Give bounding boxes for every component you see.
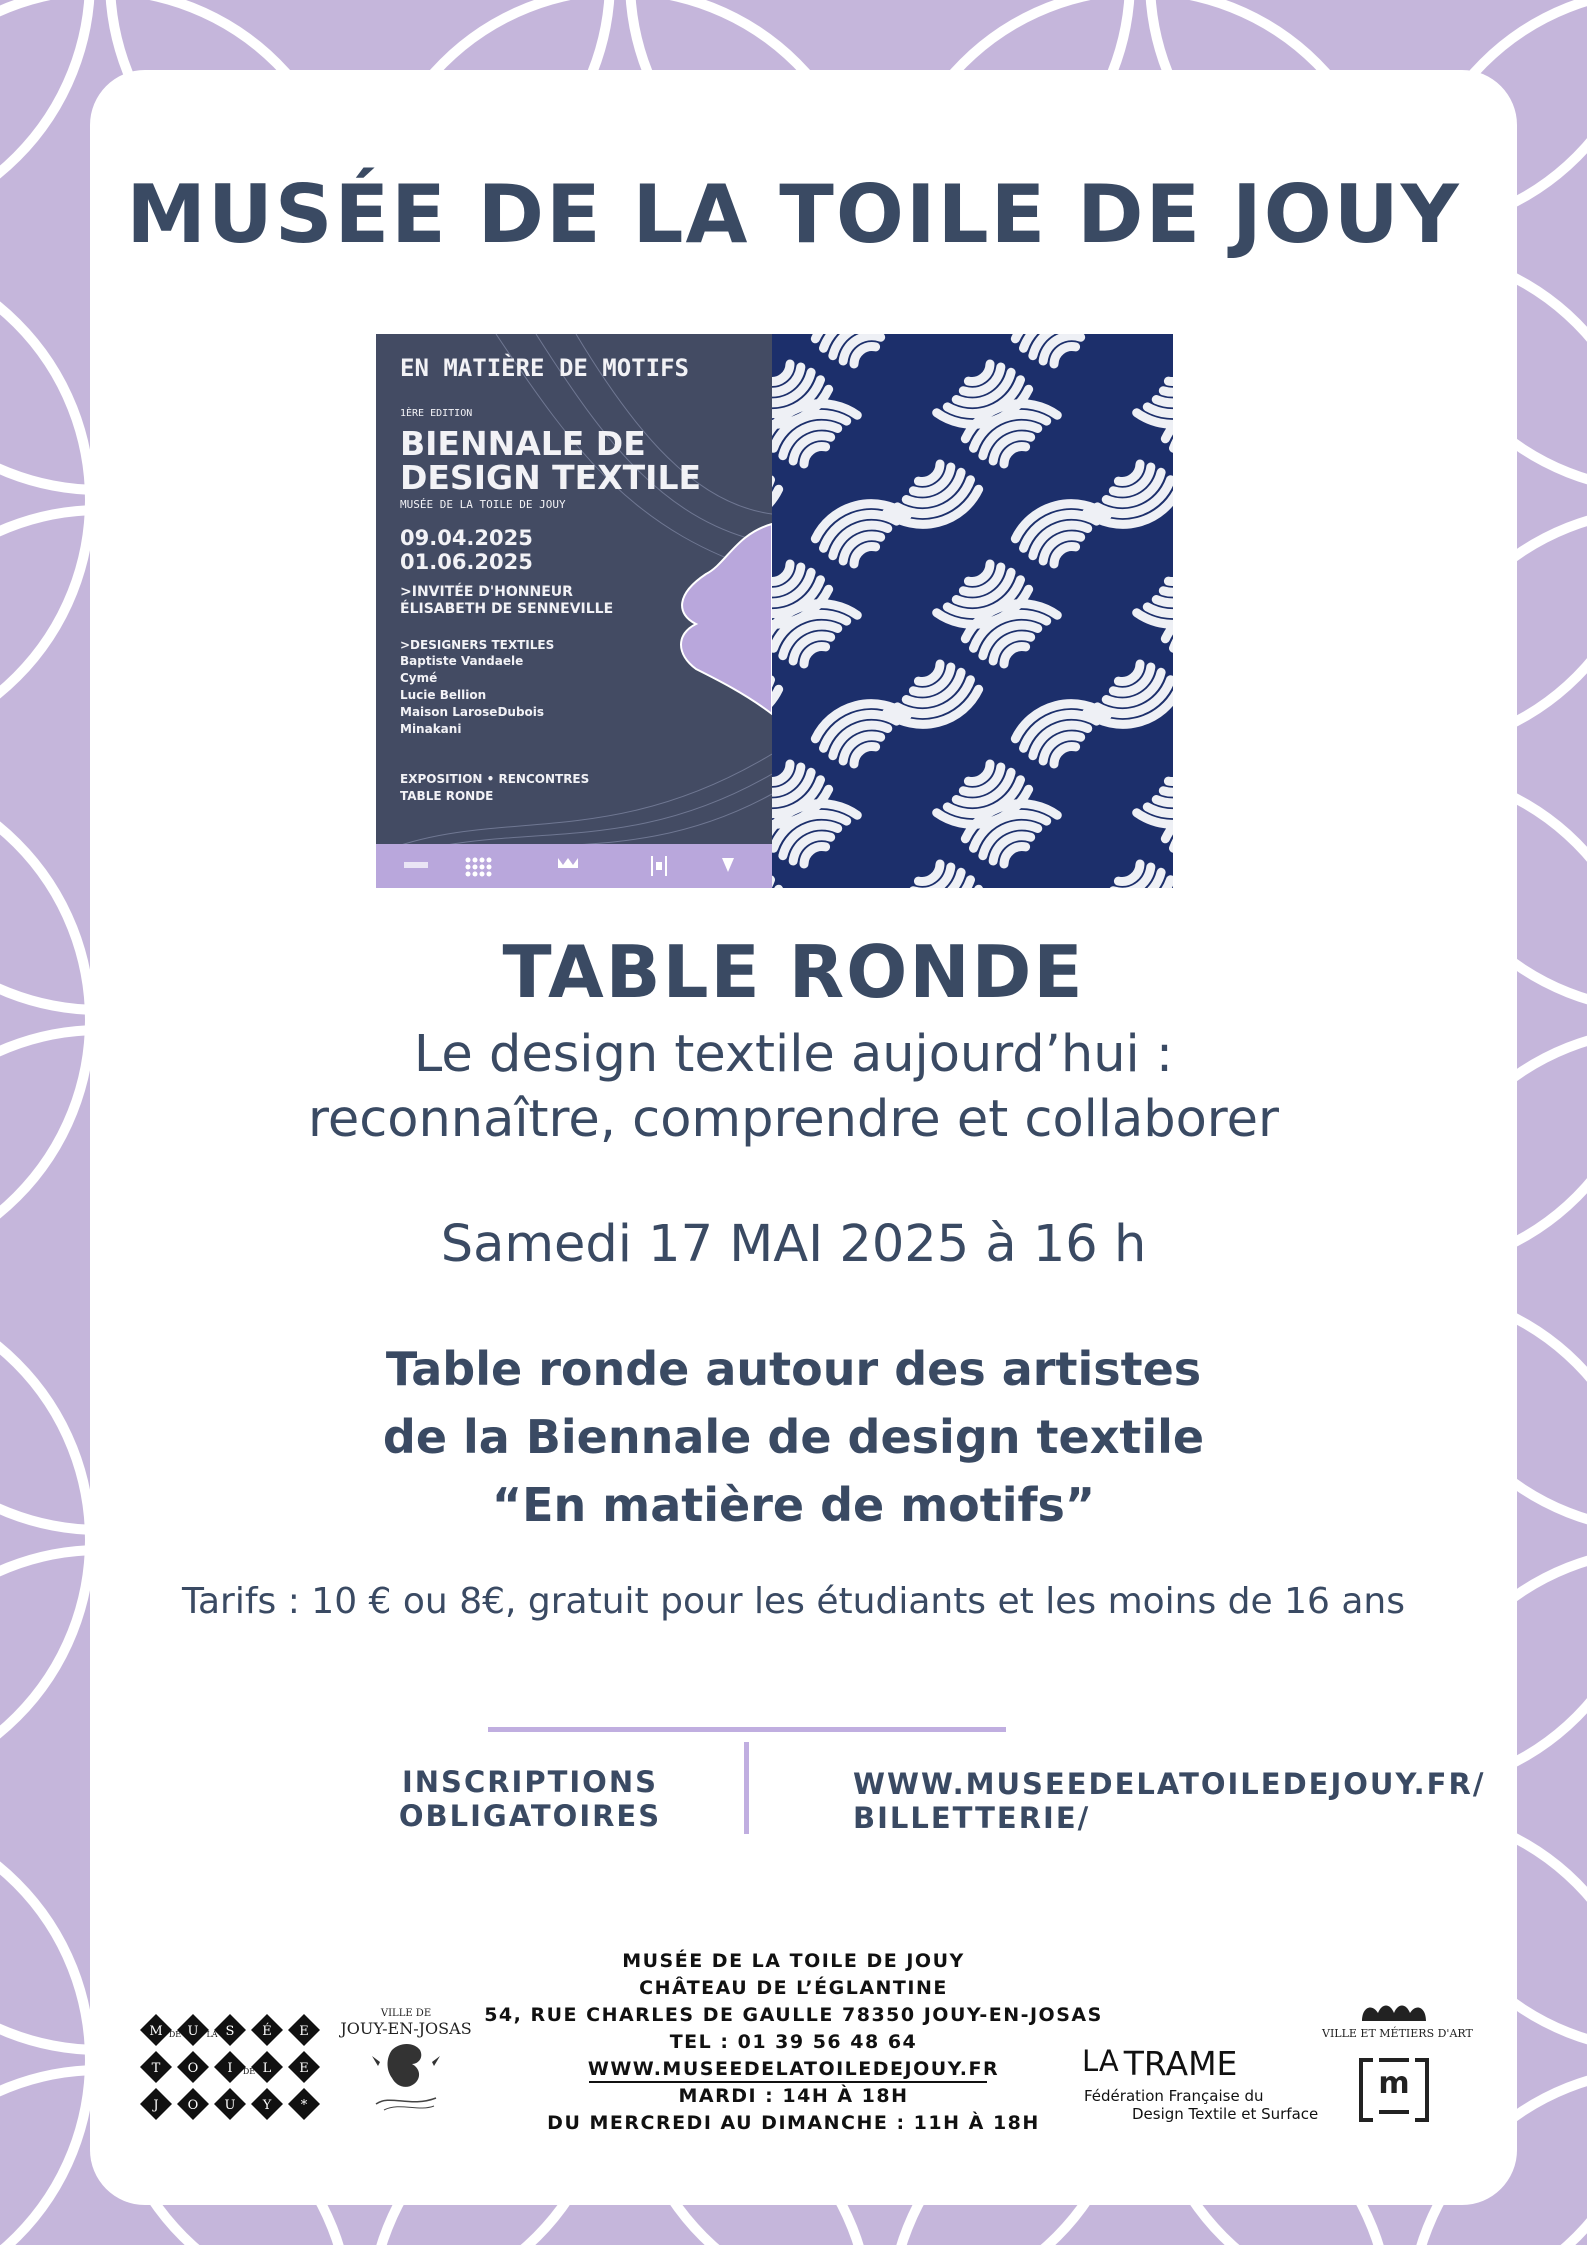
event-description-line1: Table ronde autour des artistes	[385, 1342, 1202, 1396]
registration-label-line1: INSCRIPTIONS	[402, 1765, 658, 1799]
event-description-line3: “En matière de motifs”	[491, 1478, 1096, 1532]
svg-text:U: U	[224, 2098, 236, 2113]
poster-panel	[376, 334, 772, 888]
divider-line	[488, 1727, 1006, 1732]
svg-text:S: S	[225, 2024, 235, 2039]
ticketing-link-line1[interactable]: WWW.MUSEEDELATOILEDEJOUY.FR/	[853, 1767, 1486, 1801]
poster-date-end: 01.06.2025	[400, 550, 533, 574]
event-description-line2: de la Biennale de design textile	[382, 1410, 1205, 1464]
trame-line2: Design Textile et Surface	[1132, 2105, 1319, 2123]
poster-program-line1: EXPOSITION • RENCONTRES	[400, 772, 590, 786]
trame-name: TRAME	[1123, 2044, 1238, 2083]
footer-website-underline	[589, 2081, 987, 2083]
textile-pattern-photo	[772, 334, 1173, 888]
event-subtitle-line1: Le design textile aujourd’hui :	[413, 1025, 1174, 1084]
poster-designer: Lucie Bellion	[400, 688, 487, 702]
vma-m-icon	[1359, 2058, 1429, 2114]
exhibition-poster	[376, 334, 1173, 888]
museum-title: MUSÉE DE LA TOILE DE JOUY	[126, 168, 1461, 261]
svg-text:I: I	[227, 2061, 233, 2076]
poster-title-line2: DESIGN TEXTILE	[400, 458, 702, 497]
footer-hours-tuesday: MARDI : 14H À 18H	[678, 2085, 909, 2107]
svg-text:O: O	[187, 2098, 199, 2113]
jouy-logo-name: JOUY-EN-JOSAS	[340, 2019, 472, 2038]
event-heading: TABLE RONDE	[502, 930, 1085, 1014]
registration-label-line2: OBLIGATOIRES	[398, 1799, 662, 1833]
svg-text:T: T	[151, 2061, 161, 2076]
svg-text:DE: DE	[168, 2030, 182, 2039]
crown-icon	[1354, 1997, 1434, 2023]
poster-series-title: EN MATIÈRE DE MOTIFS	[400, 354, 689, 382]
footer-museum-name: MUSÉE DE LA TOILE DE JOUY	[622, 1950, 965, 1972]
ville-metiers-art-logo	[1322, 1997, 1473, 2114]
jouy-logo-top: VILLE DE	[380, 2008, 432, 2019]
svg-text:E: E	[299, 2061, 309, 2076]
jouy-en-josas-logo	[340, 2008, 472, 2120]
la-trame-logo	[1082, 2044, 1322, 2123]
footer-website-link[interactable]: WWW.MUSEEDELATOILEDEJOUY.FR	[587, 2058, 1000, 2080]
svg-text:LA: LA	[206, 2030, 218, 2039]
poster-designer: Baptiste Vandaele	[400, 654, 524, 668]
poster-edition: 1ÈRE EDITION	[400, 408, 473, 419]
event-datetime: Samedi 17 MAI 2025 à 16 h	[440, 1215, 1147, 1274]
svg-text:Y: Y	[262, 2098, 272, 2113]
poster-designer: Minakani	[400, 722, 462, 736]
poster-guest-label: >INVITÉE D'HONNEUR	[400, 584, 573, 600]
poster-venue: MUSÉE DE LA TOILE DE JOUY	[400, 498, 566, 511]
footer-address: 54, RUE CHARLES DE GAULLE 78350 JOUY-EN-JOSAS	[484, 2004, 1103, 2026]
svg-text:E: E	[299, 2024, 309, 2039]
svg-text:J: J	[153, 2098, 159, 2113]
footer-hours-week: DU MERCREDI AU DIMANCHE : 11H À 18H	[547, 2112, 1040, 2134]
museum-logo	[138, 2012, 324, 2122]
ticketing-link-line2[interactable]: BILLETTERIE/	[853, 1801, 1091, 1835]
poster-program-line2: TABLE RONDE	[400, 789, 494, 803]
svg-text:É: É	[262, 2024, 272, 2039]
blue-leaf-textile-pattern	[772, 334, 1173, 888]
svg-text:U: U	[187, 2024, 199, 2039]
svg-text:O: O	[187, 2061, 199, 2076]
vertical-divider	[744, 1742, 749, 1834]
svg-text:L: L	[262, 2061, 272, 2076]
trame-line1: Fédération Française du	[1084, 2087, 1264, 2105]
poster-designer: Maison LaroseDubois	[400, 705, 545, 719]
svg-text:M: M	[149, 2024, 163, 2039]
jouy-emblem-icon	[340, 2038, 472, 2116]
svg-text:DE: DE	[242, 2067, 256, 2076]
poster-guest-name: ÉLISABETH DE SENNEVILLE	[400, 601, 614, 617]
trame-la: LA	[1082, 2044, 1119, 2078]
vma-name: VILLE ET MÉTIERS D'ART	[1322, 2027, 1473, 2040]
vma-m-letter: m	[1378, 2066, 1410, 2101]
poster-title-line1: BIENNALE DE	[400, 424, 646, 463]
poster-date-start: 09.04.2025	[400, 526, 533, 550]
poster-designers-label: >DESIGNERS TEXTILES	[400, 638, 555, 652]
footer-building: CHÂTEAU DE L’ÉGLANTINE	[639, 1977, 948, 1999]
poster-logo-strip	[376, 844, 772, 888]
footer-phone: TEL : 01 39 56 48 64	[669, 2031, 918, 2053]
poster-designer: Cymé	[400, 671, 438, 685]
poster-partner-logos	[376, 844, 772, 888]
pricing-text: Tarifs : 10 € ou 8€, gratuit pour les étudiants et les moins de 16 ans	[181, 1581, 1406, 1622]
svg-text:*: *	[300, 2098, 308, 2113]
event-subtitle-line2: reconnaître, comprendre et collaborer	[307, 1090, 1280, 1149]
